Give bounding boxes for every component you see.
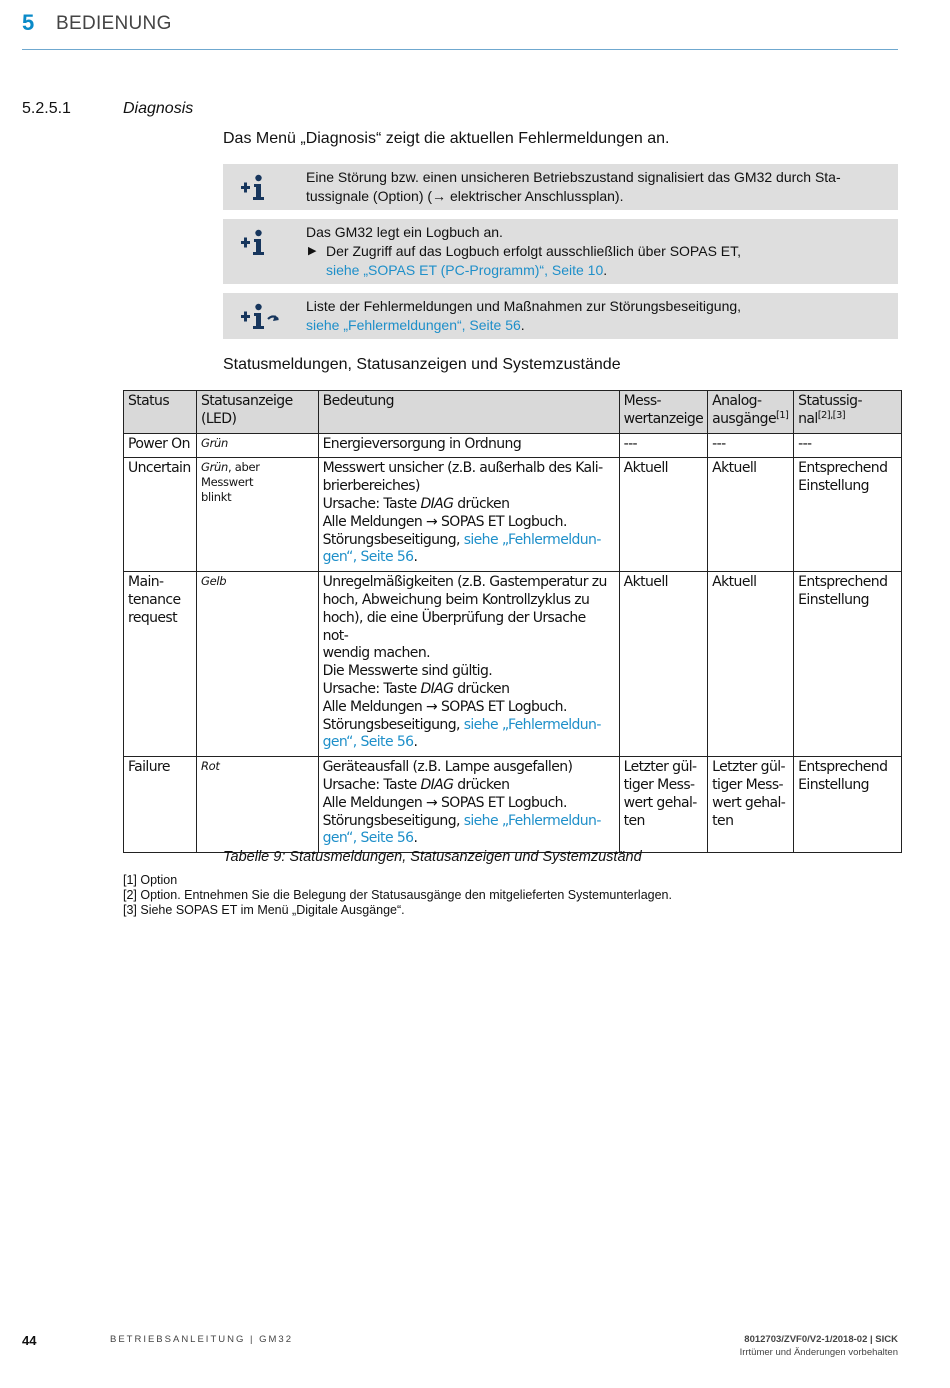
note-box xyxy=(223,164,898,210)
cell-mess: Aktuell xyxy=(619,572,708,757)
cell-meaning: Energieversorgung in Ordnung xyxy=(318,433,619,458)
note-box: Liste der Fehlermeldungen und Maßnahmen zur Störungsbeseitigung, siehe „Fehlermeldungen“, Seite 56. xyxy=(223,293,898,339)
header-analog: Analog- ausgänge[1] xyxy=(708,391,794,434)
sopas-link[interactable]: siehe „SOPAS ET (PC-Programm)“, Seite 10 xyxy=(326,262,604,278)
section-number: 5.2.5.1 xyxy=(22,100,71,117)
intro-text: Das Menü „Diagnosis“ zeigt die aktuellen Fehlermeldungen an. xyxy=(223,130,670,147)
footnote: [3] Siehe SOPAS ET im Menü „Digitale Ausgänge“. xyxy=(123,903,405,917)
footer-document-title: BETRIEBSANLEITUNG | GM32 xyxy=(110,1334,293,1345)
cell-signal: Entsprechend Einstellung xyxy=(794,757,902,853)
footnote: [1] Option xyxy=(123,873,178,887)
cell-status: Uncertain xyxy=(124,458,197,572)
info-icon xyxy=(241,174,273,202)
cell-mess: Aktuell xyxy=(619,458,708,572)
cell-signal: --- xyxy=(794,433,902,458)
fehlermeldungen-link[interactable]: siehe „Fehlermeldun- gen“, Seite 56 xyxy=(322,812,601,847)
cell-signal: Entsprechend Einstellung xyxy=(794,458,902,572)
note-box: Das GM32 legt ein Logbuch an. ▶ Der Zugriff auf das Logbuch erfolgt ausschließlich über SOPAS ET, siehe „SOPAS ET (PC-Programm)“, Seite 10. xyxy=(223,219,898,284)
table-row xyxy=(124,458,902,572)
page-number: 44 xyxy=(22,1333,37,1348)
chapter-title: BEDIENUNG xyxy=(56,13,172,34)
header-mess: Mess- wertanzeige xyxy=(619,391,708,434)
table-row xyxy=(124,757,902,853)
fehlermeldungen-link[interactable]: siehe „Fehlermeldun- gen“, Seite 56 xyxy=(322,716,601,751)
header-status: Status xyxy=(124,391,197,434)
cell-led: Grün xyxy=(196,433,318,458)
header-led: Statusanzeige (LED) xyxy=(196,391,318,434)
cell-analog: Aktuell xyxy=(708,572,794,757)
fehlermeldungen-link[interactable]: siehe „Fehlermeldun- gen“, Seite 56 xyxy=(322,531,601,566)
header-meaning: Bedeutung xyxy=(318,391,619,434)
cell-analog: Aktuell xyxy=(708,458,794,572)
header-signal: Statussig- nal[2],[3] xyxy=(794,391,902,434)
cell-status: Main- tenance request xyxy=(124,572,197,757)
footer-disclaimer: Irrtümer und Änderungen vorbehalten xyxy=(739,1347,898,1358)
info-icon xyxy=(241,229,273,257)
cell-led: Gelb xyxy=(196,572,318,757)
bullet-triangle-icon: ▶ xyxy=(308,245,317,257)
cell-led: Grün, aber Messwert blinkt xyxy=(196,458,318,572)
note-text: Liste der Fehlermeldungen und Maßnahmen zur Störungsbeseitigung, xyxy=(306,298,742,314)
footer-reference: 8012703/ZVF0/V2-1/2018-02 | SICK xyxy=(744,1334,898,1345)
info-link-icon xyxy=(241,303,281,331)
cell-status: Power On xyxy=(124,433,197,458)
page-header xyxy=(22,8,898,50)
cell-analog: --- xyxy=(708,433,794,458)
cell-meaning: Geräteausfall (z.B. Lampe ausgefallen) Ursache: Taste DIAG drücken Alle Meldungen → SOPAS ET Logbuch. Störungsbeseitigung, siehe „Fehlermeldun- gen“, Seite 56. xyxy=(318,757,619,853)
status-table xyxy=(123,390,902,853)
table-heading: Statusmeldungen, Statusanzeigen und Systemzustände xyxy=(223,356,621,373)
note-text: Eine Störung bzw. einen unsicheren Betriebszustand signalisiert das GM32 durch Sta- xyxy=(306,169,841,185)
section-title: Diagnosis xyxy=(123,100,194,117)
cell-mess: Letzter gül- tiger Mess- wert gehal- ten xyxy=(619,757,708,853)
cell-analog: Letzter gül- tiger Mess- wert gehal- ten xyxy=(708,757,794,853)
chapter-number: 5 xyxy=(22,10,35,35)
cell-signal: Entsprechend Einstellung xyxy=(794,572,902,757)
cell-mess: --- xyxy=(619,433,708,458)
table-row xyxy=(124,572,902,757)
table-header-row xyxy=(124,391,902,434)
table-row xyxy=(124,433,902,458)
fehlermeldungen-link[interactable]: siehe „Fehlermeldungen“, Seite 56 xyxy=(306,317,521,333)
footnote: [2] Option. Entnehmen Sie die Belegung der Statusausgänge den mitgelieferten Systemunterlagen. xyxy=(123,888,672,902)
cell-led: Rot xyxy=(196,757,318,853)
note-text: tussignale (Option) (→ elektrischer Anschlussplan). xyxy=(306,188,624,204)
note-text: Das GM32 legt ein Logbuch an. xyxy=(306,224,503,240)
cell-status: Failure xyxy=(124,757,197,853)
table-caption: Tabelle 9: Statusmeldungen, Statusanzeigen und Systemzuständ xyxy=(223,849,642,865)
cell-meaning: Unregelmäßigkeiten (z.B. Gastemperatur zu hoch, Abweichung beim Kontrollzyklus zu hoch), die eine Überprüfung der Ursache not- wendig machen. Die Messwerte sind gültig. Ursache: Taste DIAG drücken Alle Meldungen → SOPAS ET Logbuch. Störungsbeseitigung, siehe „Fehlermeldun- gen“, Seite 56. xyxy=(318,572,619,757)
cell-meaning: Messwert unsicher (z.B. außerhalb des Kali- brierbereiches) Ursache: Taste DIAG drücken Alle Meldungen → SOPAS ET Logbuch. Störungsbeseitigung, siehe „Fehlermeldun- gen“, Seite 56. xyxy=(318,458,619,572)
bullet-item: ▶ Der Zugriff auf das Logbuch erfolgt ausschließlich über SOPAS ET, xyxy=(308,243,742,259)
